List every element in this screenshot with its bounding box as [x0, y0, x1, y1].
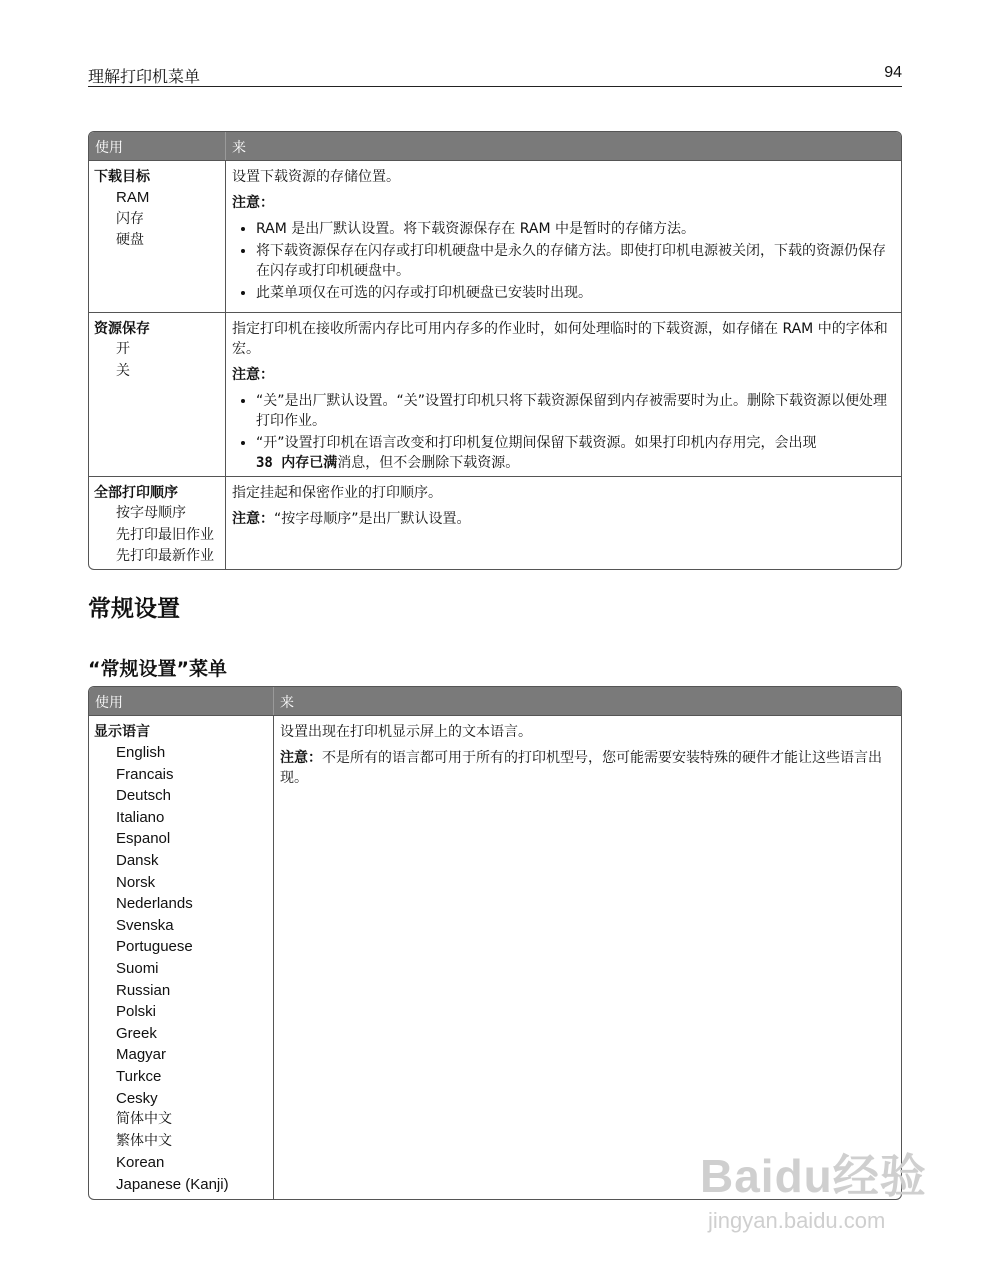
page-header [88, 62, 902, 87]
menu-table-1 [88, 131, 902, 570]
option: 硬盘 [116, 232, 144, 249]
menu-item-cell [89, 161, 226, 312]
menu-item-name: 显示语言 [94, 724, 150, 740]
note-text: “开”设置打印机在语言改变和打印机复位期间保留下载资源。如果打印机内存用完，会出现 [256, 435, 817, 451]
note-label: 注意： [232, 367, 274, 383]
language-option: Greek [116, 1024, 157, 1042]
baidu-watermark [700, 1140, 940, 1250]
note-item: • “关”是出厂默认设置。“关”设置打印机只将下载资源保留到内存被需要时为止。删除下载资源以便处理打印作业。 [256, 391, 894, 431]
note [280, 748, 894, 788]
description: 设置下载资源的存储位置。 [232, 169, 400, 185]
language-option: Cesky [116, 1089, 158, 1107]
watermark-logo: Baidu经验 [700, 1150, 927, 1202]
table-header [89, 687, 901, 715]
description: 指定打印机在接收所需内存比可用内存多的作业时，如何处理临时的下载资源，如存储在 RAM 中的字体和宏。 [232, 321, 888, 357]
note-item [256, 433, 894, 473]
table-row [89, 312, 901, 476]
col-header-to: 来 [280, 695, 294, 711]
menu-item-name: 全部打印顺序 [94, 485, 178, 501]
table-row [89, 160, 901, 312]
table-header [89, 132, 901, 160]
table-row [89, 715, 901, 1199]
note-item: • 此菜单项仅在可选的闪存或打印机硬盘已安装时出现。 [256, 283, 894, 303]
option: RAM [116, 189, 150, 206]
option: 闪存 [116, 210, 144, 227]
page-number: 94 [884, 64, 902, 81]
note-text: “按字母顺序”是出厂默认设置。 [274, 511, 471, 527]
note-text: 不是所有的语言都可用于所有的打印机型号，您可能需要安装特殊的硬件才能让这些语言出现。 [280, 750, 882, 786]
language-option: Nederlands [116, 895, 193, 913]
language-option: Francais [116, 765, 174, 783]
option: 先打印最新作业 [116, 548, 214, 565]
menu-item-name: 下载目标 [94, 169, 150, 185]
description-cell [274, 716, 900, 1199]
message-code: 38 内存已满 [256, 455, 338, 471]
language-option: Japanese (Kanji) [116, 1175, 229, 1193]
menu-item-name: 资源保存 [94, 321, 150, 337]
language-option: Espanol [116, 830, 171, 848]
note-list [232, 391, 894, 473]
subsection-title: “常规设置”菜单 [88, 658, 227, 680]
language-option: Italiano [116, 808, 165, 826]
note-item: • 将下载资源保存在闪存或打印机硬盘中是永久的存储方法。即使打印机电源被关闭，下载的资源仍保存在闪存或打印机硬盘中。 [256, 241, 894, 281]
note [232, 509, 894, 529]
menu-item-cell [89, 716, 274, 1199]
language-option: Portuguese [116, 938, 193, 956]
language-option: Norsk [116, 873, 156, 891]
description-cell [226, 477, 900, 569]
note-list [232, 219, 894, 303]
option: 开 [116, 341, 130, 357]
note-label: 注意： [232, 195, 274, 211]
option: 关 [116, 362, 130, 379]
language-option: Russian [116, 981, 171, 999]
language-option: Suomi [116, 959, 159, 977]
note-label: 注意： [232, 511, 274, 527]
description-cell [226, 161, 900, 312]
menu-table-2 [88, 686, 902, 1200]
language-option: Deutsch [116, 787, 172, 805]
language-option: Korean [116, 1154, 165, 1172]
language-option: English [116, 744, 166, 761]
option: 按字母顺序 [116, 505, 186, 521]
menu-item-cell [89, 313, 226, 476]
col-header-to: 来 [232, 140, 246, 156]
note-label: 注意： [280, 750, 322, 766]
description-cell [226, 313, 900, 476]
language-option: 简体中文 [116, 1111, 172, 1128]
note-item: • RAM 是出厂默认设置。将下载资源保存在 RAM 中是暂时的存储方法。 [256, 219, 894, 239]
menu-item-cell [89, 477, 226, 569]
language-option: Turkce [116, 1067, 162, 1085]
header-title: 理解打印机菜单 [88, 67, 201, 86]
col-header-use: 使用 [89, 132, 226, 160]
language-option: Dansk [116, 851, 159, 869]
description: 指定挂起和保密作业的打印顺序。 [232, 485, 442, 501]
watermark-url: jingyan.baidu.com [708, 1208, 886, 1233]
description: 设置出现在打印机显示屏上的文本语言。 [280, 724, 532, 740]
option: 先打印最旧作业 [116, 526, 214, 543]
table-row [89, 476, 901, 569]
language-option: Svenska [116, 916, 174, 934]
language-option: Magyar [116, 1046, 167, 1064]
col-header-use: 使用 [89, 687, 274, 715]
language-option: 繁体中文 [116, 1132, 172, 1149]
section-title: 常规设置 [88, 596, 180, 622]
language-option: Polski [116, 1003, 157, 1021]
note-text: 消息，但不会删除下载资源。 [337, 455, 520, 471]
